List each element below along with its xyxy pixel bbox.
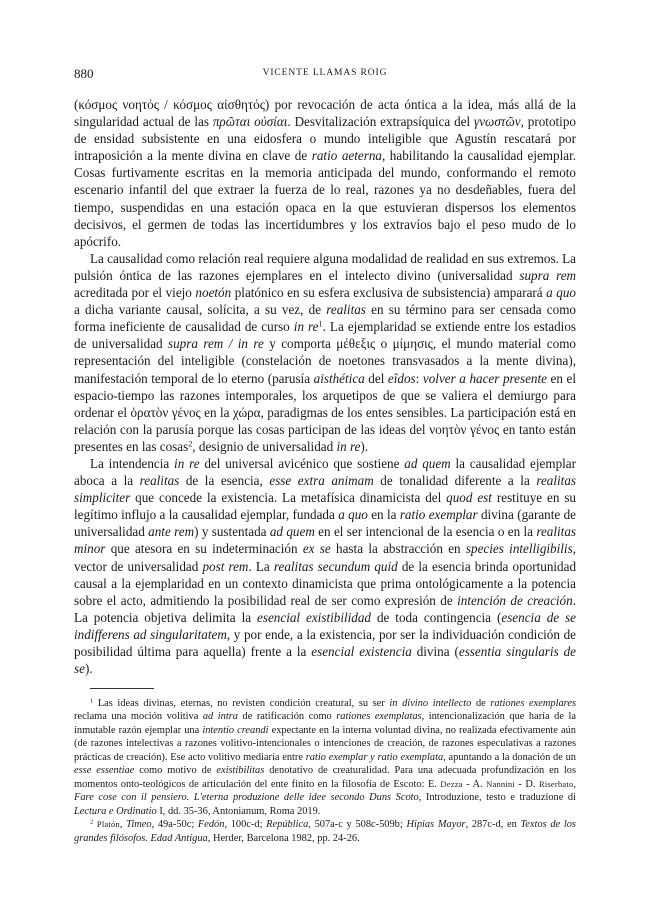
italic-run: esencial existibilidad <box>257 609 371 625</box>
italic-run: ad intra <box>202 711 238 723</box>
text-run: platónico en su esfera exclusiva de subsistencia) amparará <box>231 285 547 301</box>
italic-run: in re <box>336 438 361 454</box>
italic-run: Fare cose con il pensiero. L'eterna produzione delle idee secondo Duns Scoto <box>74 792 419 804</box>
footnotes <box>74 697 576 845</box>
text-run: ) y sustentada <box>194 524 270 540</box>
text-run: , apuntando a la donación de un <box>443 751 576 763</box>
text-run: , vector de universalidad <box>74 541 576 574</box>
text-run: La causalidad como relación real requiere alguna modalidad de realidad en sus extremos. La pulsión óntica de las razones ejemplares en el intelecto divino (universalidad <box>74 250 576 283</box>
text-run: , 49a-50c; <box>151 819 198 831</box>
text-run: ). <box>360 438 369 454</box>
small-caps-run: Nannini <box>486 778 515 789</box>
italic-run: realitas secundum quid <box>273 558 398 574</box>
footnote-separator <box>90 688 154 689</box>
italic-run: Hipias Mayor <box>406 819 466 831</box>
paragraph-3 <box>74 455 576 677</box>
italic-run: existibilitas <box>216 765 265 777</box>
italic-run: Fedón <box>197 819 225 831</box>
text-run: , Herder, Barcelona 1982, pp. 24-26. <box>207 832 360 844</box>
text-run: de la esencia brinda oportunidad causal a la ejemplaridad en un contexto dinamicista que prima ontológicamente a la potencia sobre el acto, admitiendo la posibilidad real de ser como expresión de <box>74 558 577 608</box>
running-head: VICENTE LLAMAS ROIG <box>262 68 388 78</box>
text-run: acreditada por el viejo <box>74 285 196 301</box>
italic-run: realitas simpliciter <box>74 473 577 506</box>
italic-run: ex se <box>302 541 331 557</box>
text-run: divina (garante de universalidad <box>74 507 576 540</box>
italic-run: supra rem <box>519 267 577 283</box>
text-run: , 287c-d, en <box>465 819 521 831</box>
text-run: La intendencia <box>90 455 175 471</box>
italic-run: in re <box>293 319 319 335</box>
footnote-1 <box>74 697 576 818</box>
italic-run: Timeo <box>126 819 152 831</box>
text-run: expectante en la interna voluntad divina, no realizada efectivamente aún (de razones intelectivas a razones volitivo-intencionales o intenciones de creación, de razones especulativas a razones prácticas de creación). Ese acto volitivo mediaría entre <box>74 724 576 763</box>
text-run: hasta la abstracción en <box>330 541 466 557</box>
text-run: del <box>364 370 388 386</box>
italic-run: in re <box>174 455 200 471</box>
italic-run: aisthética <box>313 370 365 386</box>
text-run: en el espacio-tiempo las razones intemporales, los arquetipos de que se valiera el demiurgo para ordenar el ὁρατὸν γένος en la χώρα, paradigmas de los entes sensibles. La participación está en relación con la parusía porque las cosas participan de las ideas del νοητὸν γένος en tanto están presentes en las cosas <box>74 370 577 454</box>
italic-run: ante rem <box>148 524 195 540</box>
text-run: de tonalidad diferente a la <box>373 473 537 489</box>
text-run: en la <box>367 507 400 523</box>
footnote-ref: 2 <box>188 439 193 449</box>
text-run: (κόσμος νοητός / κόσμος αἰσθητός) por revocación de acta óntica a la idea, más allá de la singularidad actual de las <box>74 97 576 130</box>
italic-run: ad quem <box>269 524 315 540</box>
text-run: de ratificación como <box>237 711 337 723</box>
text-run: . La potencia objetiva delimita la <box>74 592 576 625</box>
text-run: de la esencia, <box>179 473 270 489</box>
text-run: . La ejemplaridad se extiende entre los estadios de universalidad <box>74 319 577 352</box>
text-run: : <box>415 370 423 386</box>
italic-run: esse essentiae <box>74 765 135 777</box>
italic-run: intención de creación <box>457 592 573 608</box>
small-caps-run: Riserbato <box>538 778 574 789</box>
page-number: 880 <box>74 66 94 81</box>
italic-run: intentio creandi <box>202 724 269 736</box>
italic-run: ad quem <box>404 455 451 471</box>
italic-run: a quo <box>338 507 368 523</box>
italic-run: quod est <box>446 490 492 506</box>
italic-run: species intelligibilis <box>465 541 573 557</box>
italic-run: rationes exemplatas <box>336 711 422 723</box>
text-run: de <box>471 698 491 709</box>
text-run: de toda contingencia ( <box>371 609 502 625</box>
italic-run: esencia de se indifferens ad singularitatem <box>74 609 577 642</box>
italic-run: esse extra animam <box>269 473 374 489</box>
text-run: , y por ende, a la existencia, por ser la individuación condición de posibilidad última para aquella) frente a la <box>74 626 576 659</box>
italic-run: ratio aeterna <box>311 148 382 164</box>
text-run: , 100c-d; <box>224 819 267 831</box>
text-run: , <box>119 819 127 831</box>
italic-run: ratio exemplar <box>399 507 478 523</box>
text-run: reclama una moción volitiva <box>74 711 203 723</box>
italic-run: post rem <box>202 558 249 574</box>
text-run: del universal avicénico que sostiene <box>199 455 405 471</box>
text-run: , 507a-c y 508c-509b; <box>308 819 407 831</box>
italic-run: πρῶται οὐσίαι <box>212 114 288 130</box>
italic-run: ratio exemplar y ratio exemplata <box>305 751 444 763</box>
paragraph-2 <box>74 250 576 455</box>
text-run: - D. <box>514 778 539 790</box>
text-run: la causalidad ejemplar aboca a la <box>74 455 577 489</box>
italic-run: República <box>266 819 309 831</box>
text-run: a dicha variante causal, solícita, a su vez, de <box>74 302 327 318</box>
page-header <box>74 66 576 82</box>
footnote-ref: 2 <box>90 818 94 826</box>
text-run: I, dd. 35-36, Antonianum, Roma 2019. <box>156 805 321 817</box>
footnote-ref: 1 <box>90 697 94 705</box>
small-caps-run: Dezza <box>440 778 463 789</box>
italic-run: Lectura e Ordinatio <box>74 805 157 817</box>
text-run: Las ideas divinas, eternas, no revisten condición creatural, su ser <box>93 698 390 709</box>
text-run: , Introduzione, testo e traduzione di <box>418 792 577 804</box>
italic-run: esencial existencia <box>311 644 412 659</box>
footnote-ref: 1 <box>318 319 323 329</box>
text-run: que atesora en su indeterminación <box>105 541 303 557</box>
small-caps-run: Platón <box>96 819 120 830</box>
text-run: , prototipo de ensidad subsistente en una eidosfera o mundo inteligible que Agustín rescatará por intraposición a la mente divina en clave de <box>74 114 576 164</box>
text-run: restituye en su legítimo influjo a la causalidad ejemplar, fundada <box>74 490 576 523</box>
text-run: denotativo de creaturalidad. Para una adecuada profundización en los momentos onto-teológicos de articulación del ente finito en la filosofía de Escoto: E. <box>74 765 577 790</box>
text-run: que concede la existencia. La metafísica dinamicista del <box>130 490 447 506</box>
text-run: como motivo de <box>134 765 217 777</box>
italic-run: realitas <box>326 302 366 318</box>
footnote-2 <box>74 818 576 845</box>
italic-run: in divino intellecto <box>389 698 472 709</box>
text-run: ). <box>84 661 93 677</box>
italic-run: essentia singularis de se <box>74 644 577 677</box>
text-run: en el ser intencional de la esencia o en la <box>314 524 537 540</box>
text-run: en su término para ser censada como forma ineficiente de causalidad de curso <box>74 302 576 335</box>
italic-run: realitas minor <box>74 524 577 557</box>
text-run: , <box>573 778 577 790</box>
text-run: y comporta μέθεξις o μίμησις, el mundo material como representación del inteligible (constelación de noetones transvasados a la mente divina), manifestación temporal de lo eterno (parusía <box>74 336 577 386</box>
italic-run: noetón <box>195 285 232 301</box>
italic-run: a quo <box>546 285 576 301</box>
italic-run: volver a hacer presente <box>422 370 547 386</box>
italic-run: eîdos <box>387 370 416 386</box>
italic-run: rationes exemplares <box>490 698 576 709</box>
italic-run: realitas <box>139 473 180 489</box>
text-run: . La <box>248 558 274 574</box>
text-run: , designio de universalidad <box>192 438 337 454</box>
italic-run: supra rem / in re <box>168 336 264 352</box>
text-run: , intencionalización que haría de la inmutable razón ejemplar una <box>74 711 576 736</box>
text-run: - A. <box>462 778 487 790</box>
text-run: divina ( <box>411 644 459 659</box>
text-run: . Desvitalización extrapsíquica del <box>287 114 475 130</box>
italic-run: Textos de los grandes filósofos. Edad Antigua <box>74 819 576 844</box>
paragraph-1 <box>74 96 576 250</box>
main-text <box>74 96 576 677</box>
text-run: , habilitando la causalidad ejemplar. Cosas furtivamente escritas en la memoria anticipada del mundo, conformando el remoto escenario infantil del que extraer la fuerza de lo real, razones ya no desdeñables, fuera del tiempo, suspendidas en una estación opaca en la que estuvieran dispersos los elementos decisivos, el germen de todas las incertidumbres y los extravíos bajo el peso mudo de lo apócrifo. <box>74 148 577 249</box>
italic-run: γνωστῶν <box>474 114 521 130</box>
